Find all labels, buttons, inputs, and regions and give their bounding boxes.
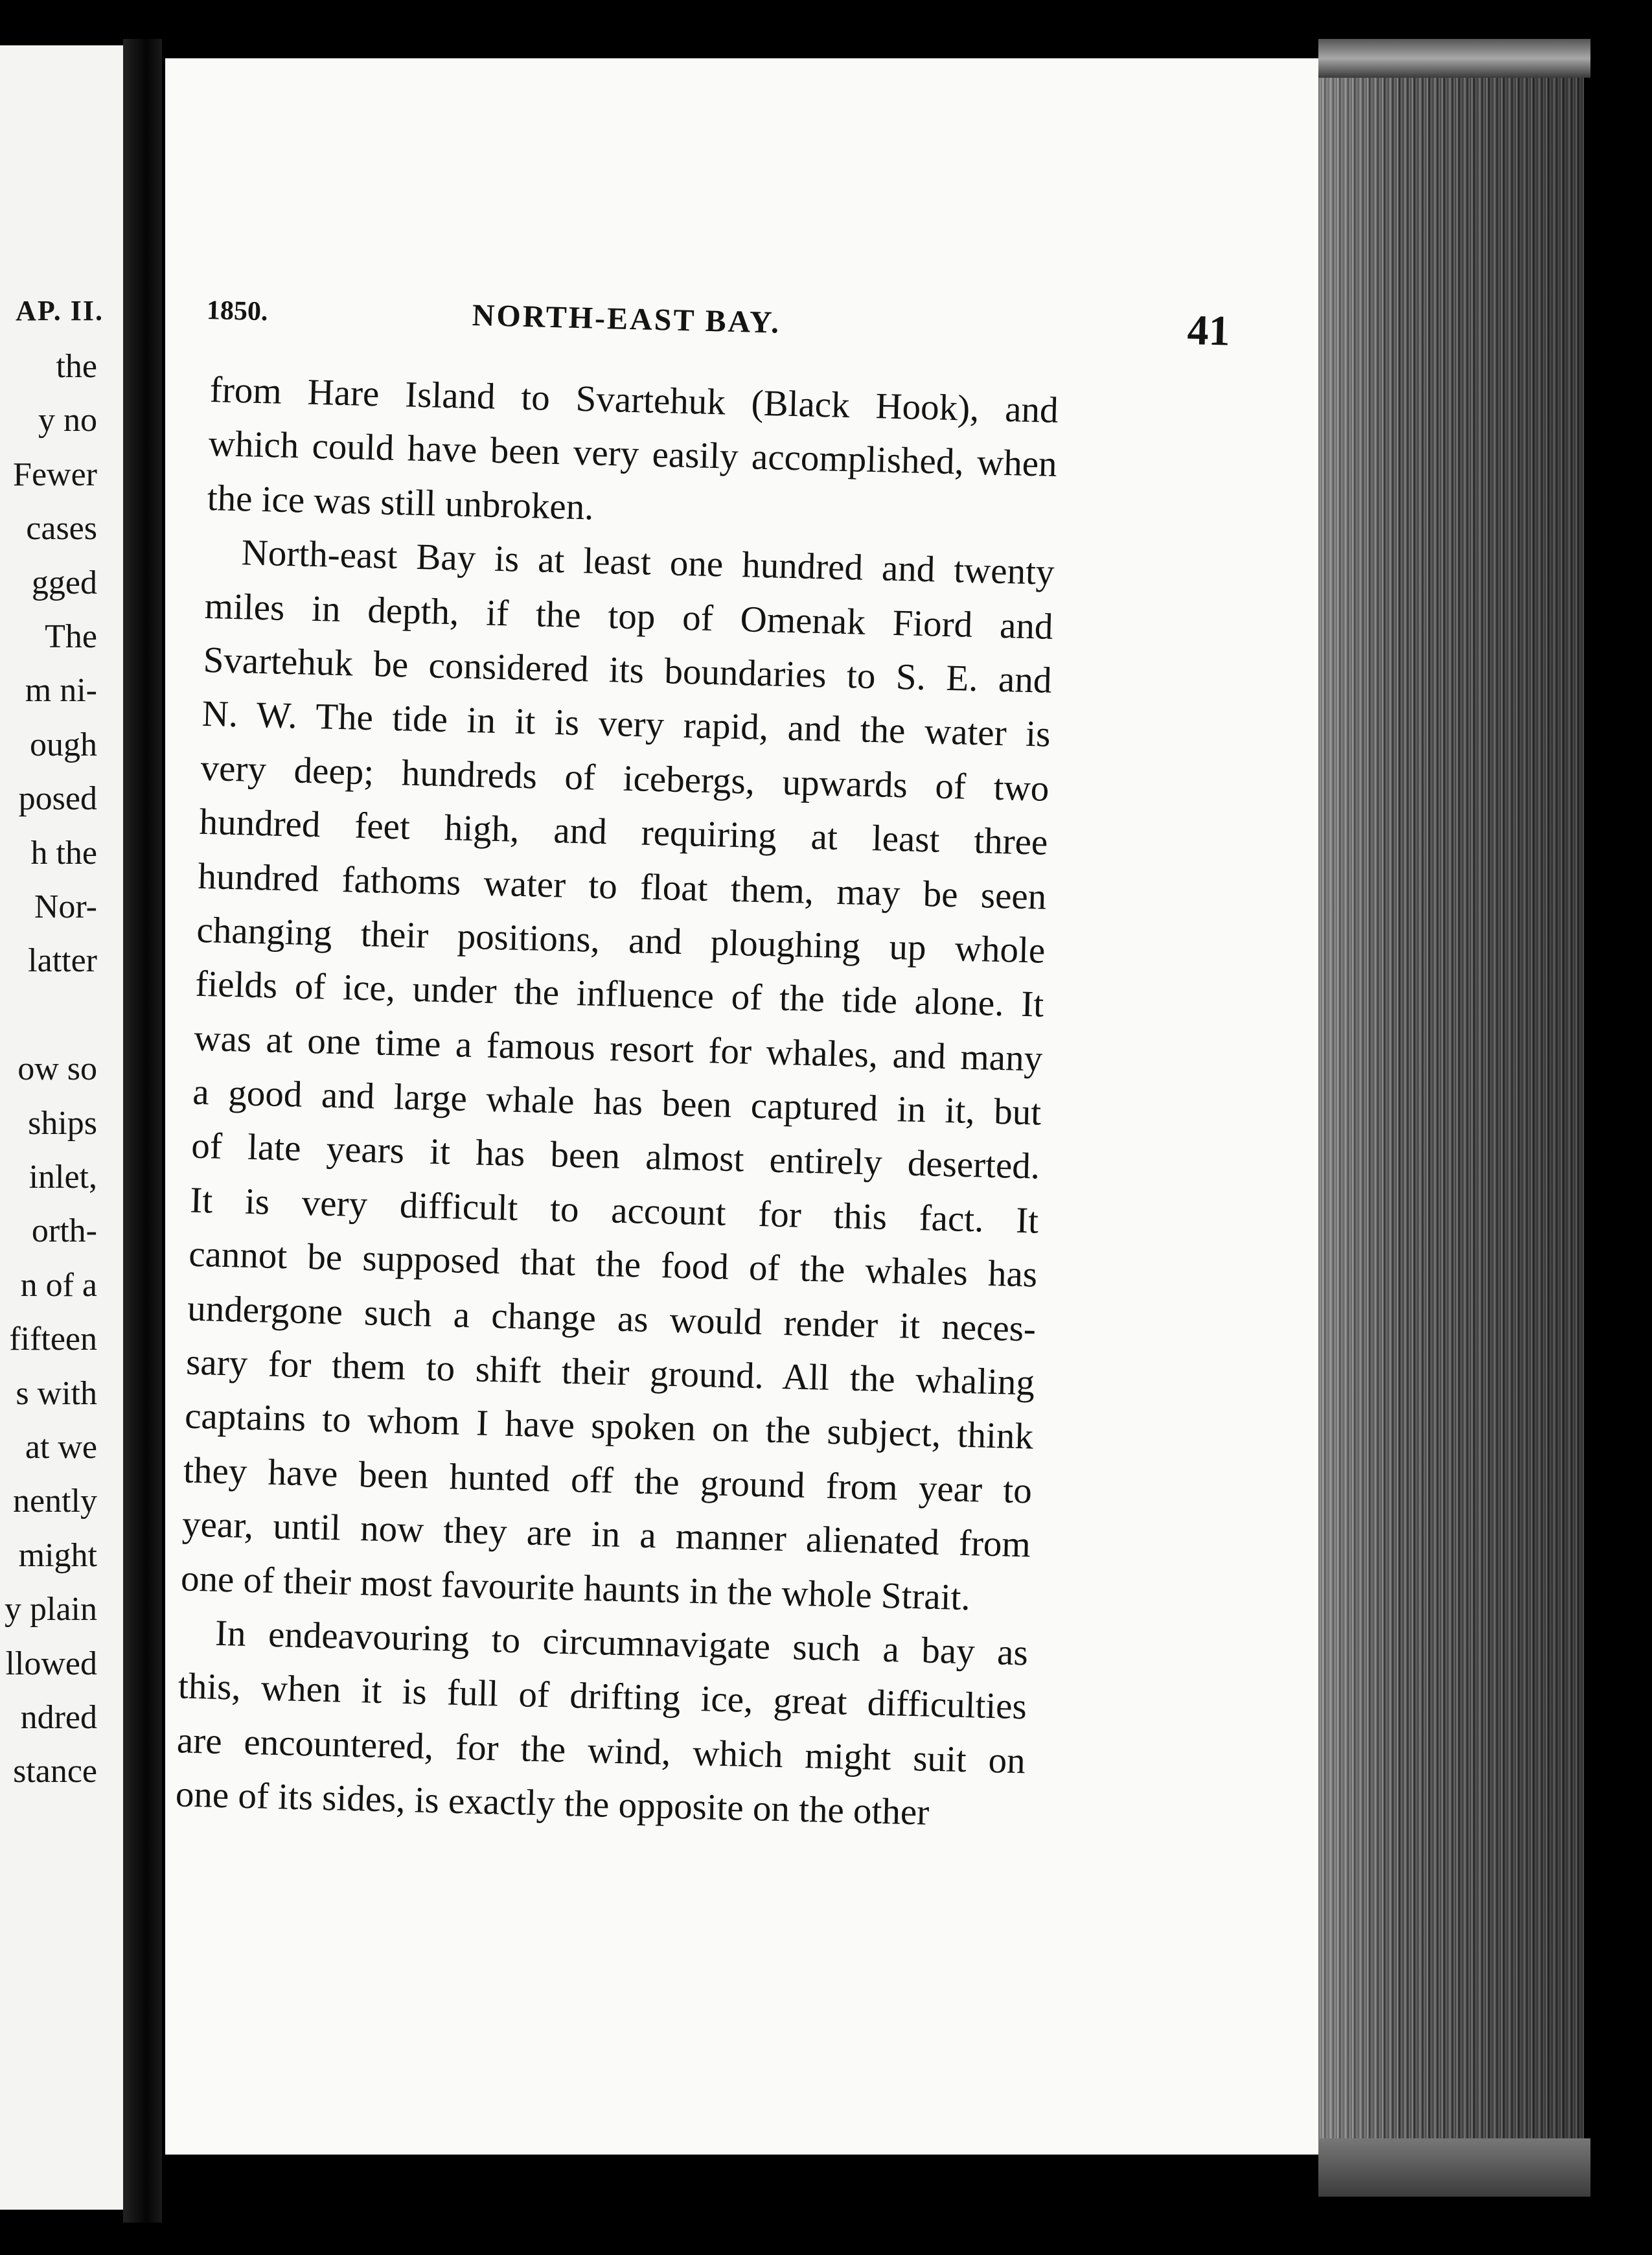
facing-page-header: AP. II. — [16, 295, 104, 327]
facing-page-line-ending: gged — [31, 564, 97, 601]
page-number: 41 — [1186, 306, 1231, 355]
body-text — [175, 363, 1059, 1842]
facing-page-line-ending: fifteen — [9, 1321, 97, 1358]
facing-page-line-ending: m ni- — [25, 672, 97, 710]
text-line: of late years it has been almost entirely deserted. — [190, 1126, 1040, 1188]
facing-page-line-ending: ough — [30, 726, 97, 763]
facing-page-line-ending: llowed — [5, 1645, 97, 1682]
facing-page-line-ending: cases — [26, 510, 97, 548]
text-line: this, when it is full of drifting ice, great difficulties — [178, 1665, 1027, 1728]
text-line: miles in depth, if the top of Omenak Fiord and — [204, 585, 1054, 647]
text-line: cannot be supposed that the food of the whales has — [188, 1233, 1038, 1295]
text-line: one of its sides, is exactly the opposite on the other — [175, 1774, 930, 1833]
facing-page-fragment — [0, 45, 123, 2210]
facing-page-line-ending: posed — [18, 780, 97, 818]
facing-page-line-ending: y no — [38, 402, 97, 439]
fore-edge-top — [1318, 39, 1590, 78]
facing-page-line-ending: at we — [25, 1429, 97, 1466]
text-line: very deep; hundreds of icebergs, upwards of two — [200, 747, 1050, 809]
text-line: fields of ice, under the influence of the tide alone. It — [194, 964, 1044, 1026]
text-line: from Hare Island to Svartehuk (Black Hook), and — [209, 369, 1059, 431]
fore-edge-bottom — [1318, 2138, 1590, 2197]
facing-page-line-ending: ndred — [20, 1699, 97, 1736]
facing-page-line-ending: ow so — [17, 1050, 97, 1088]
text-line: the ice was still unbroken. — [207, 477, 595, 528]
text-line: which could have been very easily accomplished, when — [208, 423, 1058, 485]
text-line: they have been hunted off the ground from year to — [183, 1450, 1033, 1512]
facing-page-line-ending: inlet, — [29, 1159, 97, 1196]
book-page — [165, 58, 1318, 2155]
text-line: Svartehuk be considered its boundaries to S. E. and — [203, 639, 1053, 701]
text-line: one of their most favourite haunts in the whole Strait. — [180, 1558, 971, 1618]
text-line: captains to whom I have spoken on the subject, think — [184, 1395, 1034, 1457]
text-line: It is very difficult to account for this fact. It — [189, 1179, 1039, 1242]
running-header — [206, 282, 1230, 359]
text-line: N. W. The tide in it is very rapid, and the water is — [201, 693, 1051, 756]
book-gutter — [123, 39, 162, 2223]
text-line: changing their positions, and ploughing up whole — [196, 909, 1046, 971]
facing-page-line-ending: s with — [16, 1374, 97, 1412]
facing-page-line-ending: h the — [30, 834, 97, 872]
facing-page-line-ending: ships — [28, 1104, 97, 1142]
facing-page-line-ending: might — [18, 1536, 97, 1574]
text-line: undergone such a change as would render it neces- — [187, 1288, 1037, 1350]
facing-page-line-ending: y plain — [5, 1591, 97, 1628]
text-line: sary for them to shift their ground. All the whaling — [185, 1341, 1035, 1404]
facing-page-line-ending: orth- — [31, 1212, 97, 1250]
text-line: North-east Bay is at least one hundred and twenty — [241, 532, 1055, 594]
text-line: In endeavouring to circumnavigate such a bay as — [214, 1612, 1029, 1674]
facing-page-line-ending: latter — [28, 942, 97, 980]
text-line: hundred fathoms water to float them, may be seen — [197, 855, 1048, 918]
text-line: year, until now they are in a manner alienated from — [181, 1503, 1031, 1566]
facing-page-line-ending: Fewer — [13, 456, 97, 493]
facing-page-line-ending: Nor- — [34, 888, 97, 925]
fore-edge-shading — [1318, 55, 1584, 2193]
facing-page-line-ending: The — [45, 618, 97, 655]
text-line: a good and large whale has been captured in it, but — [192, 1071, 1042, 1133]
facing-page-line-ending: nently — [13, 1483, 97, 1520]
facing-page-line-ending: stance — [13, 1753, 97, 1790]
facing-page-line-ending: n of a — [20, 1266, 97, 1304]
header-year: 1850. — [206, 295, 268, 327]
text-line: hundred feet high, and requiring at least three — [198, 801, 1049, 863]
header-title: NORTH-EAST BAY. — [472, 298, 781, 340]
facing-page-line-ending: the — [56, 348, 97, 385]
text-line: was at one time a famous resort for whales, and many — [193, 1017, 1043, 1080]
text-line: are encountered, for the wind, which might suit on — [176, 1720, 1026, 1782]
